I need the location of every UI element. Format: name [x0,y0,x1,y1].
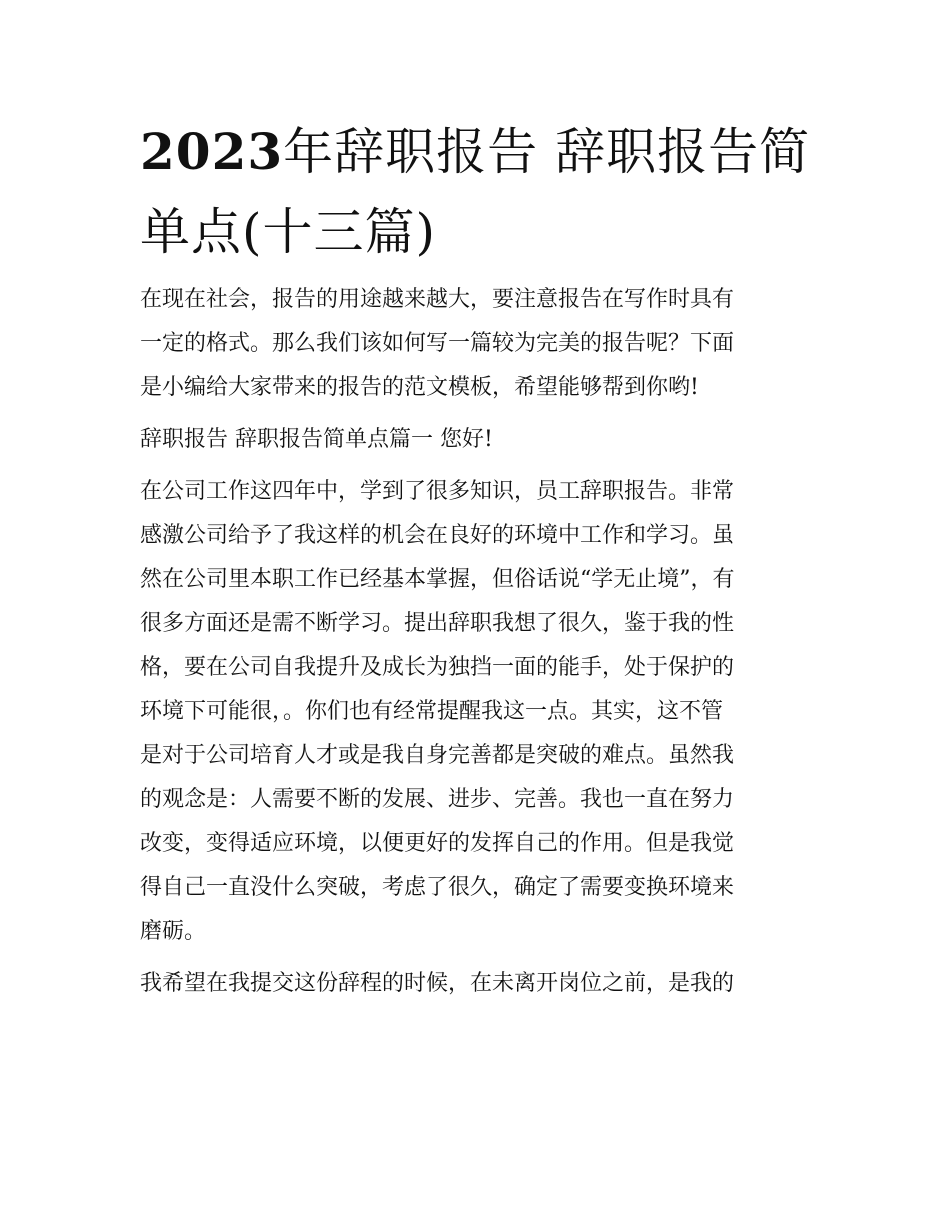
paragraph-line: 是小编给大家带来的报告的范文模板，希望能够帮到你哟! [140,375,699,400]
title-line-1 [140,112,820,192]
paragraph-line: 然在公司里本职工作已经基本掌握，但俗话说“学无止境”，有 [140,567,735,592]
section-heading [140,418,820,462]
paragraph-line: 得自己一直没什么突破，考虑了很久，确定了需要变换环境来 [140,875,735,900]
body-paragraph [140,962,820,1006]
paragraph-line: 环境下可能很，。你们也有经常提醒我这一点。其实，这不管 [140,699,724,724]
paragraph-line: 在公司工作这四年中，学到了很多知识，员工辞职报告。非常 [140,479,735,504]
title-line-2: 单点(十三篇) [140,203,437,261]
paragraph-line: 很多方面还是需不断学习。提出辞职我想了很久，鉴于我的性 [140,611,735,636]
paragraph-line: 格，要在公司自我提升及成长为独挡一面的能手，处于保护的 [140,655,735,680]
paragraph-line: 一定的格式。那么我们该如何写一篇较为完美的报告呢？下面 [140,331,735,356]
paragraph-line: 在现在社会，报告的用途越来越大，要注意报告在写作时具有 [140,287,735,312]
document-title [140,112,820,272]
paragraph-line: 是对于公司培育人才或是我自身完善都是突破的难点。虽然我 [140,743,735,768]
document-body [140,278,820,1014]
intro-paragraph [140,278,820,410]
paragraph-line: 感激公司给予了我这样的机会在良好的环境中工作和学习。虽 [140,523,735,548]
paragraph-line: 辞职报告 辞职报告简单点篇一 您好! [140,427,493,452]
title-year: 2023 [140,122,284,181]
paragraph-line: 改变，变得适应环境，以便更好的发挥自己的作用。但是我觉 [140,831,735,856]
paragraph-line: 我希望在我提交这份辞程的时候，在未离开岗位之前，是我的 [140,971,735,996]
title-line-1-text: 年辞职报告 辞职报告简 [283,123,811,181]
body-paragraph [140,470,820,954]
paragraph-line: 磨砺。 [140,919,207,944]
paragraph-line: 的观念是：人需要不断的发展、进步、完善。我也一直在努力 [140,787,735,812]
